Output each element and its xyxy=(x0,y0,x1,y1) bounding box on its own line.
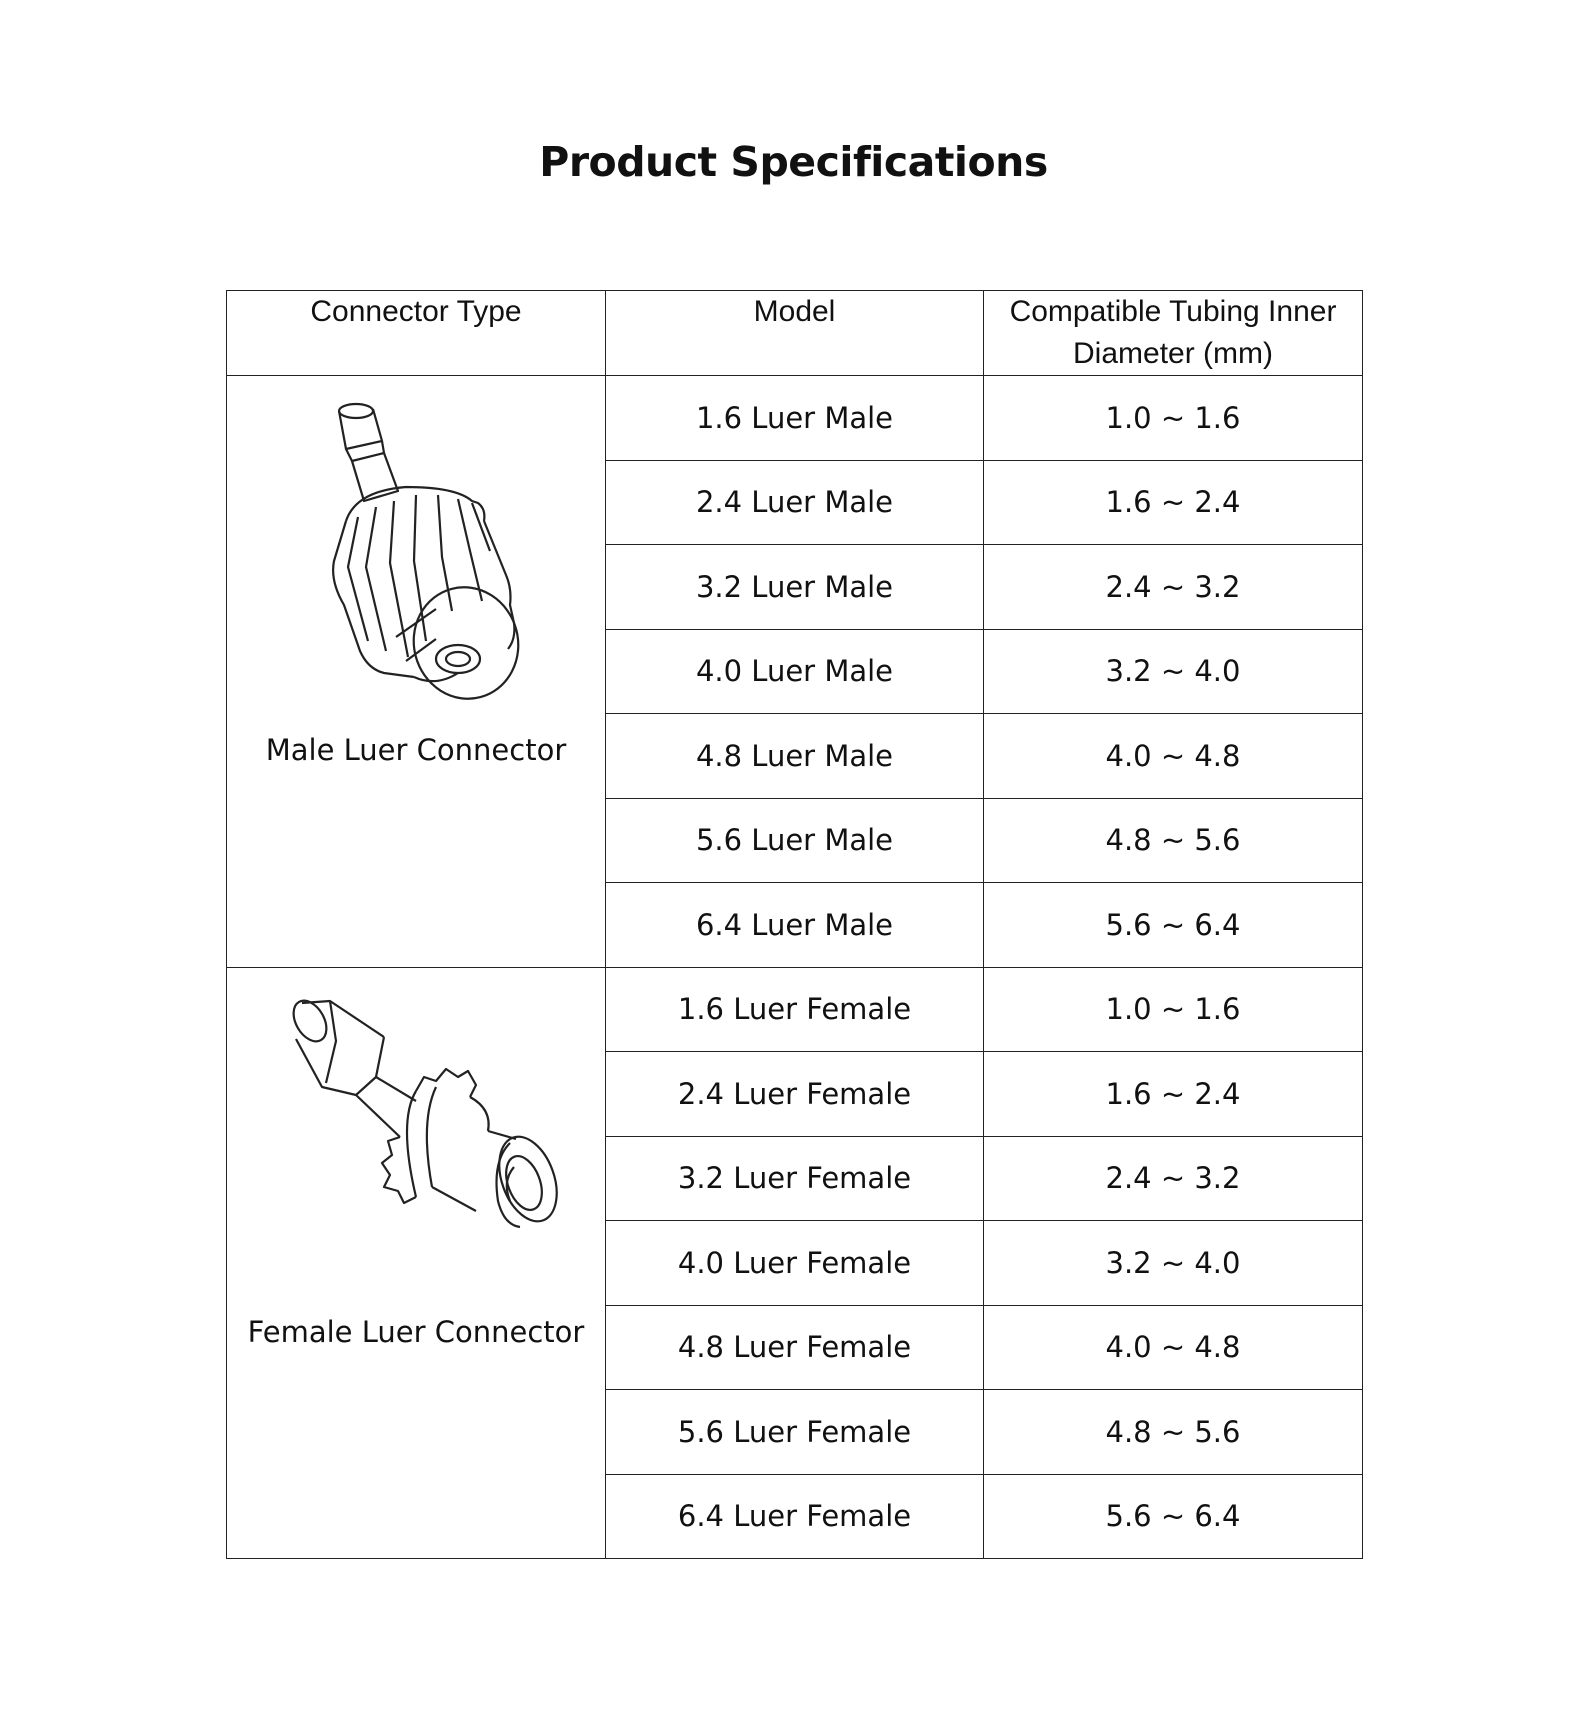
diameter-cell: 3.2 ~ 4.0 xyxy=(984,629,1363,714)
model-cell: 6.4 Luer Female xyxy=(606,1474,984,1559)
diameter-cell: 4.8 ~ 5.6 xyxy=(984,798,1363,883)
diameter-cell: 1.6 ~ 2.4 xyxy=(984,1052,1363,1137)
diameter-cell: 5.6 ~ 6.4 xyxy=(984,883,1363,968)
product-spec-table xyxy=(226,290,1363,1559)
table-row xyxy=(227,967,1363,1052)
model-cell: 4.8 Luer Male xyxy=(606,714,984,799)
model-cell: 4.8 Luer Female xyxy=(606,1305,984,1390)
diameter-cell: 4.0 ~ 4.8 xyxy=(984,1305,1363,1390)
header-diameter: Compatible Tubing Inner Diameter (mm) xyxy=(984,291,1363,376)
model-cell: 3.2 Luer Male xyxy=(606,545,984,630)
model-cell: 1.6 Luer Female xyxy=(606,967,984,1052)
connector-type-label-male: Male Luer Connector xyxy=(265,733,567,767)
header-connector-type: Connector Type xyxy=(227,291,606,376)
model-cell: 1.6 Luer Male xyxy=(606,376,984,461)
connector-type-cell-female xyxy=(227,967,606,1559)
table-header-row xyxy=(227,291,1363,376)
diameter-cell: 3.2 ~ 4.0 xyxy=(984,1221,1363,1306)
model-cell: 3.2 Luer Female xyxy=(606,1136,984,1221)
page-title: Product Specifications xyxy=(539,138,1048,186)
connector-type-label-female: Female Luer Connector xyxy=(247,1314,585,1349)
diameter-cell: 1.0 ~ 1.6 xyxy=(984,376,1363,461)
male-luer-connector-drawing-icon xyxy=(286,391,546,711)
model-cell: 2.4 Luer Male xyxy=(606,460,984,545)
header-model: Model xyxy=(606,291,984,376)
model-cell: 4.0 Luer Female xyxy=(606,1221,984,1306)
model-cell: 2.4 Luer Female xyxy=(606,1052,984,1137)
diameter-cell: 4.8 ~ 5.6 xyxy=(984,1390,1363,1475)
model-cell: 5.6 Luer Male xyxy=(606,798,984,883)
model-cell: 5.6 Luer Female xyxy=(606,1390,984,1475)
diameter-cell: 1.0 ~ 1.6 xyxy=(984,967,1363,1052)
diameter-cell: 5.6 ~ 6.4 xyxy=(984,1474,1363,1559)
diameter-cell: 4.0 ~ 4.8 xyxy=(984,714,1363,799)
female-luer-connector-drawing-icon xyxy=(266,991,566,1251)
diameter-cell: 1.6 ~ 2.4 xyxy=(984,460,1363,545)
model-cell: 6.4 Luer Male xyxy=(606,883,984,968)
table-row xyxy=(227,376,1363,461)
diameter-cell: 2.4 ~ 3.2 xyxy=(984,545,1363,630)
diameter-cell: 2.4 ~ 3.2 xyxy=(984,1136,1363,1221)
model-cell: 4.0 Luer Male xyxy=(606,629,984,714)
connector-type-cell-male xyxy=(227,376,606,968)
